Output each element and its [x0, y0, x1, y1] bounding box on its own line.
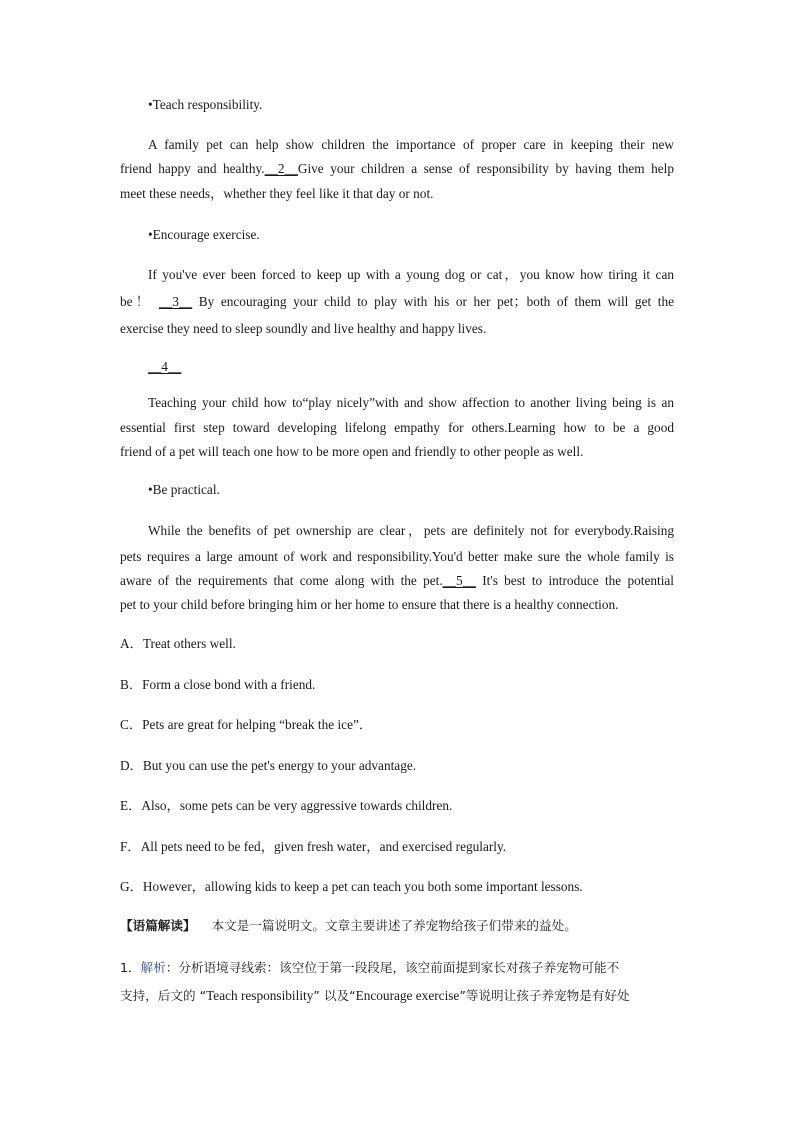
- p1-line1: A family pet can help show children the importance of proper care in keeping their new: [148, 137, 674, 152]
- blank-5: __5__: [442, 573, 476, 588]
- p4-line2: pets requires a large amount of work and responsibility.You'd better make sure the whole family is: [120, 549, 674, 564]
- p3-line3: friend of a pet will teach one how to be more open and friendly to other people as well.: [120, 444, 584, 459]
- blank-4: __4__: [148, 359, 182, 374]
- blank-2: __2__: [264, 161, 298, 176]
- explanation-line2-a: 支持，后文的 “: [120, 988, 207, 1003]
- heading-teach-responsibility: •Teach responsibility.: [148, 97, 263, 112]
- option-f: F．All pets need to be fed，given fresh water，and exercised regularly.: [120, 839, 507, 854]
- heading-be-practical: •Be practical.: [148, 482, 220, 497]
- p1-line2-a: friend happy and healthy.: [120, 161, 265, 176]
- option-e: E．Also，some pets can be very aggressive towards children.: [120, 798, 453, 813]
- p3-line2: essential first step toward developing lifelong empathy for others.Learning how to be a good: [120, 420, 674, 435]
- blank-3: __3__: [158, 294, 193, 309]
- explanation-line2: [120, 988, 674, 1004]
- p4-line3-b: It's best to introduce the potential: [482, 573, 674, 588]
- option-b: B．Form a close bond with a friend.: [120, 677, 316, 692]
- p2-line3: exercise they need to sleep soundly and live healthy and happy lives.: [120, 321, 487, 336]
- option-a: A．Treat others well.: [120, 636, 236, 651]
- p4-line3-a: aware of the requirements that come along with the pet.: [120, 573, 443, 588]
- explanation-label: 解析: [140, 960, 166, 975]
- p4-line3: [120, 573, 674, 589]
- explanation-line2-en2: Encourage exercise: [355, 988, 460, 1003]
- heading-encourage-exercise: •Encourage exercise.: [148, 227, 260, 242]
- p1-line3: meet these needs，whether they feel like it that day or not.: [120, 186, 434, 201]
- p3-line1: Teaching your child how to“play nicely”with and show affection to another living being is an: [148, 395, 674, 410]
- p2-line2: [120, 294, 674, 310]
- explanation-number: 1．: [120, 960, 141, 975]
- analysis-line: [120, 918, 674, 934]
- p2-line1: If you've ever been forced to keep up with a young dog or cat，you know how tiring it can: [148, 267, 674, 282]
- analysis-text: 本文是一篇说明文。文章主要讲述了养宠物给孩子们带来的益处。: [211, 918, 577, 933]
- option-d: D．But you can use the pet's energy to your advantage.: [120, 758, 417, 773]
- option-c: C．Pets are great for helping “break the ice”．: [120, 717, 373, 732]
- p1-line2: [120, 161, 674, 177]
- analysis-label: 【语篇解读】: [120, 918, 196, 933]
- p2-line2-a: be！: [120, 294, 153, 309]
- p2-line2-b: By encouraging your child to play with his or her pet；both of them will get the: [198, 294, 674, 309]
- explanation-line1: [120, 960, 674, 976]
- explanation-line2-c: ”等说明让孩子养宠物是有好处: [459, 988, 630, 1003]
- option-g: G．However，allowing kids to keep a pet can teach you both some important lessons.: [120, 879, 583, 894]
- explanation-line1-text: ：分析语境寻线索：该空位于第一段段尾，该空前面提到家长对孩子养宠物可能不: [165, 960, 620, 975]
- p1-line2-b: Give your children a sense of responsibility by having them help: [297, 161, 674, 176]
- p4-line1: While the benefits of pet ownership are clear，pets are definitely not for everybody.Raising: [148, 523, 674, 538]
- p4-line4: pet to your child before bringing him or her home to ensure that there is a healthy connection.: [120, 597, 619, 612]
- explanation-line2-b: ” 以及“: [313, 988, 356, 1003]
- explanation-line2-en1: Teach responsibility: [206, 988, 314, 1003]
